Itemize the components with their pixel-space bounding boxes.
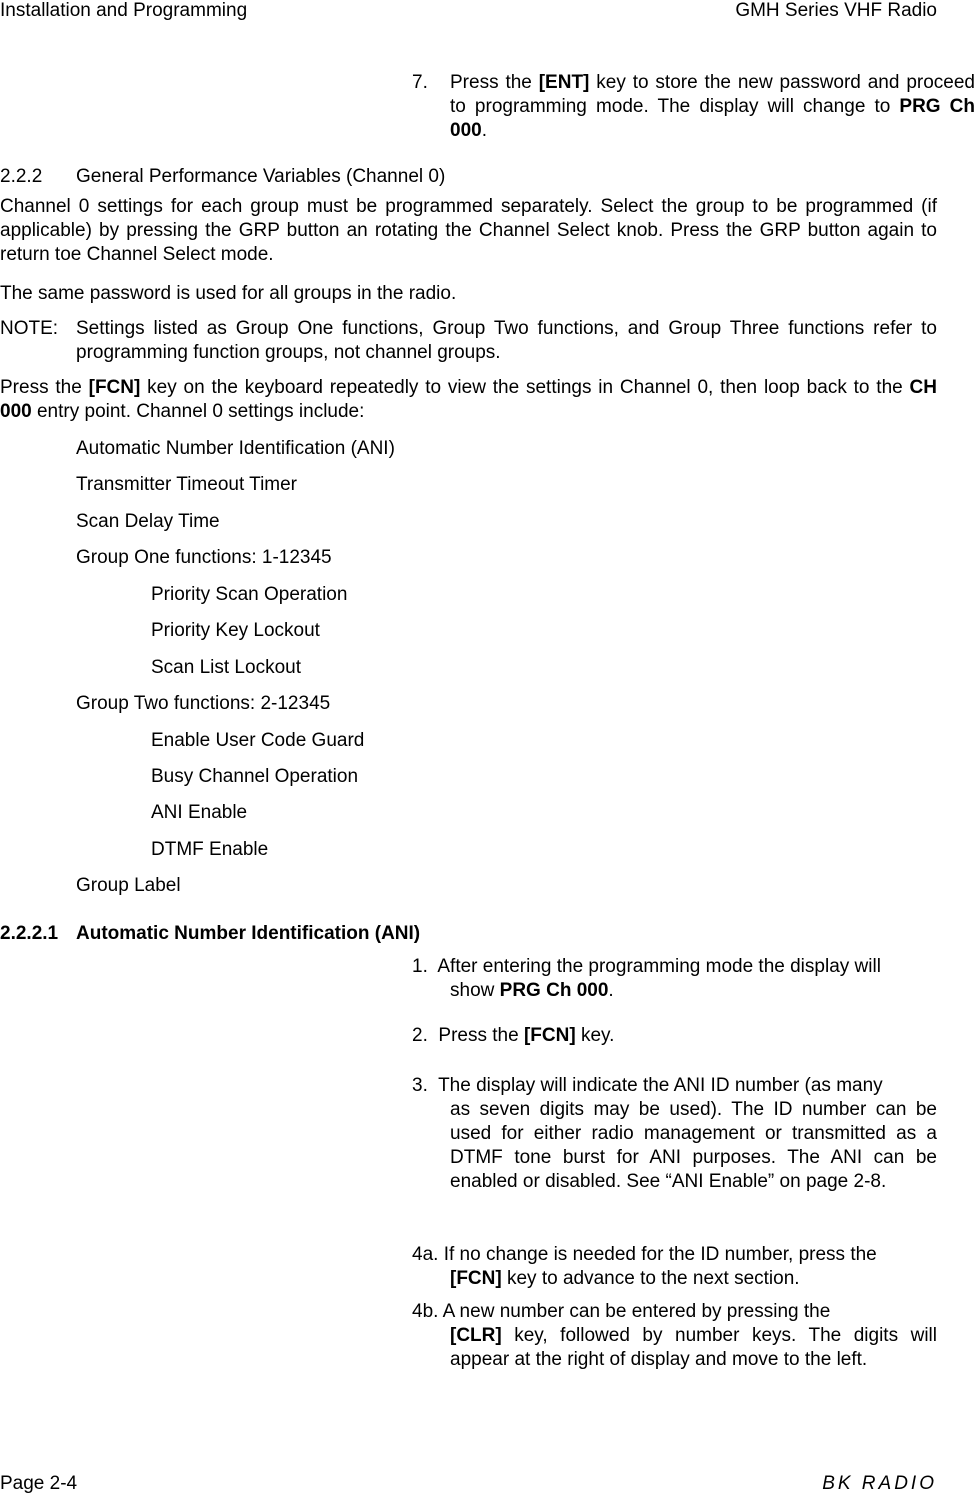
- paragraph-channel-0-settings: Channel 0 settings for each group must be programmed separately. Select the group to be programmed (if applicable) by pressing the GRP button an rotating the Channel Select knob. Press the GRP button again to return toe Channel Select mode.: [0, 196, 937, 265]
- list-item: DTMF Enable: [151, 839, 269, 860]
- step-text: The display will indicate the ANI ID number (as many: [438, 1075, 883, 1096]
- list-item: Group Two functions: 2-12345: [76, 693, 331, 714]
- step-key: [CLR]: [450, 1325, 502, 1346]
- subsection-heading: [0, 923, 420, 945]
- step-text: key.: [575, 1025, 615, 1046]
- p3-ch-000: CH 000: [0, 377, 937, 422]
- step-text: as seven digits may be used). The ID number can be used for either radio management or transmitted as a DTMF tone burst for ANI purposes. The ANI can be enabled or disabled. See “ANI Enable” on page 2-8.: [450, 1099, 937, 1192]
- note: [0, 317, 937, 363]
- step-number: 4a.: [412, 1244, 439, 1265]
- step-number: 1.: [412, 956, 428, 977]
- list-item: Group One functions: 1-12345: [76, 547, 332, 568]
- p3-text-3: entry point. Channel 0 settings include:: [31, 401, 365, 422]
- step-text: A new number can be entered by pressing the: [442, 1301, 831, 1322]
- list-item: Priority Key Lockout: [151, 620, 320, 641]
- header-left: Installation and Programming: [0, 0, 248, 21]
- list-item: Busy Channel Operation: [151, 766, 359, 787]
- subsection-title: Automatic Number Identification (ANI): [76, 923, 421, 944]
- section-number: 2.2.2: [0, 166, 43, 187]
- step-text: After entering the programming mode the display will: [437, 956, 881, 977]
- step-number: 2.: [412, 1025, 428, 1046]
- ani-step-4b: [412, 1300, 937, 1372]
- list-item: Group Label: [76, 875, 181, 896]
- paragraph-fcn-key: [0, 376, 937, 424]
- step-text: .: [608, 980, 614, 1001]
- note-text: Settings listed as Group One functions, Group Two functions, and Group Three functions refer to programming function groups, not channel groups.: [76, 318, 937, 363]
- header-right: GMH Series VHF Radio: [735, 0, 937, 21]
- footer-right: BK RADIO: [822, 1473, 937, 1494]
- list-item: Priority Scan Operation: [151, 584, 348, 605]
- step-text: Press the: [438, 1025, 524, 1046]
- section-title: General Performance Variables (Channel 0): [76, 166, 446, 187]
- paragraph-password: The same password is used for all groups in the radio.: [0, 283, 457, 304]
- step-text: show: [450, 980, 500, 1001]
- step-text: key, followed by number keys. The digits will appear at the right of display and move to the left.: [450, 1325, 937, 1370]
- step-key: [FCN]: [450, 1268, 502, 1289]
- list-item: Scan List Lockout: [151, 657, 301, 678]
- list-item: Transmitter Timeout Timer: [76, 474, 298, 495]
- step-7-display-text: PRG Ch 000: [450, 96, 975, 141]
- subsection-number: 2.2.2.1: [0, 923, 59, 944]
- ani-step-4a: [412, 1243, 937, 1291]
- list-item: Scan Delay Time: [76, 511, 220, 532]
- step-7-number: 7.: [412, 72, 428, 93]
- step-text: If no change is needed for the ID number, press the: [443, 1244, 877, 1265]
- step-7-text-3: .: [481, 120, 487, 141]
- list-item: Automatic Number Identification (ANI): [76, 438, 395, 459]
- list-item: ANI Enable: [151, 802, 248, 823]
- p3-text-2: key on the keyboard repeatedly to view the settings in Channel 0, then loop back to the: [140, 377, 910, 398]
- list-item: Enable User Code Guard: [151, 730, 365, 751]
- step-number: 3.: [412, 1075, 428, 1096]
- step-number: 4b.: [412, 1301, 439, 1322]
- step-7-text-2: key to store the new password and proceed to programming mode. The display will change to: [450, 72, 975, 117]
- footer-left: Page 2-4: [0, 1473, 78, 1494]
- step-text: key to advance to the next section.: [501, 1268, 800, 1289]
- step-key: [FCN]: [523, 1025, 576, 1046]
- note-label: NOTE:: [0, 318, 59, 339]
- step-7-key-ent: [ENT]: [538, 72, 590, 93]
- section-heading: [0, 166, 445, 188]
- ani-step-2: [412, 1024, 937, 1048]
- p3-key-fcn: [FCN]: [88, 377, 141, 398]
- step-7: [412, 71, 975, 143]
- step-7-text-1: Press the: [450, 72, 539, 93]
- ani-step-1: [412, 955, 937, 1003]
- ani-step-3: [412, 1074, 937, 1194]
- step-display-text: PRG Ch 000: [499, 980, 609, 1001]
- p3-text-1: Press the: [0, 377, 89, 398]
